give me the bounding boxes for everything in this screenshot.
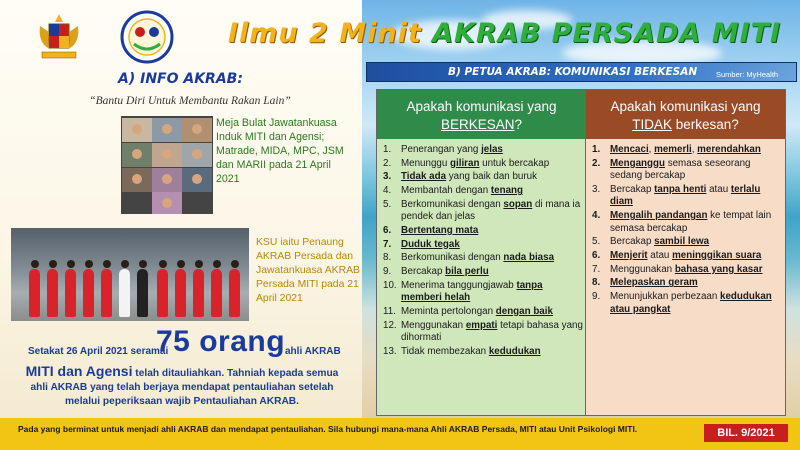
section-a-title: A) INFO AKRAB: — [118, 71, 243, 87]
list-item: 3. Bercakap tanpa henti atau terlalu diam — [592, 183, 761, 208]
footer-bar — [0, 418, 800, 450]
stat-description: MITI dan Agensi telah ditauliahkan. Tahniah kepada semua ahli AKRAB yang telah berjaya mendapat pentauliahan setelah melalui peperiksaan wajib Pentauliahan AKRAB. — [25, 363, 339, 407]
motto: “Bantu Diri Untuk Membantu Rakan Lain” — [89, 95, 291, 107]
video-conference-photo — [121, 116, 213, 214]
list-item: 13. Tidak membezakan kedudukan — [383, 345, 541, 357]
list-item: 7. Menggunakan bahasa yang kasar — [592, 263, 763, 275]
section-b-title: B) PETUA AKRAB: KOMUNIKASI BERKESAN — [448, 66, 698, 78]
list-item: 2. Menunggu giliran untuk bercakap — [383, 157, 550, 169]
title-part1: Ilmu 2 Minit — [228, 18, 422, 49]
photo2-caption: KSU iaitu Penaung AKRAB Persada dan Jawatankuasa AKRAB Persada MITI pada 21 April 2021 — [256, 237, 360, 304]
list-item: 10. Menerima tanggungjawab tanpa memberi helah — [383, 279, 543, 304]
effective-header: Apakah komunikasi yang BERKESAN? — [377, 90, 586, 139]
list-item: 8. Melepaskan geram — [592, 277, 698, 289]
jata-negara-crest-logo — [36, 12, 82, 62]
list-item: 6. Bertentang mata — [383, 224, 479, 236]
group-photo — [11, 228, 249, 321]
ineffective-header: Apakah komunikasi yang TIDAK berkesan? — [586, 90, 785, 139]
page-title — [228, 18, 781, 49]
list-item: 4. Mengalih pandangan ke tempat lain semasa bercakap — [592, 210, 772, 234]
akrab-persada-emblem-logo — [120, 10, 174, 64]
list-item: 9. Menunjukkan perbezaan kedudukan atau pangkat — [592, 291, 772, 315]
list-item: 5. Bercakap sambil lewa — [592, 236, 710, 248]
list-item: 12. Menggunakan empati tetapi bahasa yang dihormati — [383, 319, 583, 344]
title-part2: AKRAB PERSADA MITI — [432, 18, 782, 49]
stat-prefix: Setakat 26 April 2021 seramai — [28, 346, 169, 357]
list-item: 6. Menjerit atau meninggikan suara — [592, 249, 762, 261]
stat-suffix: ahli AKRAB — [285, 346, 341, 357]
list-item: 1. Penerangan yang jelas — [383, 144, 503, 155]
list-item: 3. Tidak ada yang baik dan buruk — [383, 171, 537, 183]
list-item: 4. Membantah dengan tenang — [383, 185, 523, 197]
footer-text: Pada yang berminat untuk menjadi ahli AKRAB dan mendapat pentauliahan. Sila hubungi mana-mana Ahli AKRAB Persada, MITI atau Unit Psikologi MITI. — [18, 424, 638, 434]
photo1-caption: Meja Bulat Jawatankuasa Induk MITI dan Agensi; Matrade, MIDA, MPC, JSM dan MARII pada 21 April 2021 — [216, 117, 344, 185]
list-item: 8. Berkomunikasi dengan nada biasa — [383, 252, 555, 264]
communication-table — [376, 89, 786, 416]
stat-number: 75 orang — [156, 325, 286, 358]
list-item: 9. Bercakap bila perlu — [383, 266, 489, 277]
list-item: 7. Duduk tegak — [383, 238, 460, 250]
ineffective-list — [588, 144, 784, 317]
effective-list — [379, 144, 583, 359]
list-item: 2. Menganggu semasa seseorang sedang bercakap — [592, 157, 751, 182]
list-item: 5. Berkomunikasi dengan sopan di mana ia pendek dan jelas — [383, 198, 581, 223]
list-item: 1. Mencaci, memerli, merendahkan — [592, 144, 761, 155]
list-item: 11. Meminta pertolongan dengan baik — [383, 305, 553, 317]
issue-badge: BIL. 9/2021 — [704, 424, 788, 442]
stat-big: MITI dan Agensi — [25, 363, 133, 379]
source-label: Sumber: MyHealth — [716, 70, 779, 79]
